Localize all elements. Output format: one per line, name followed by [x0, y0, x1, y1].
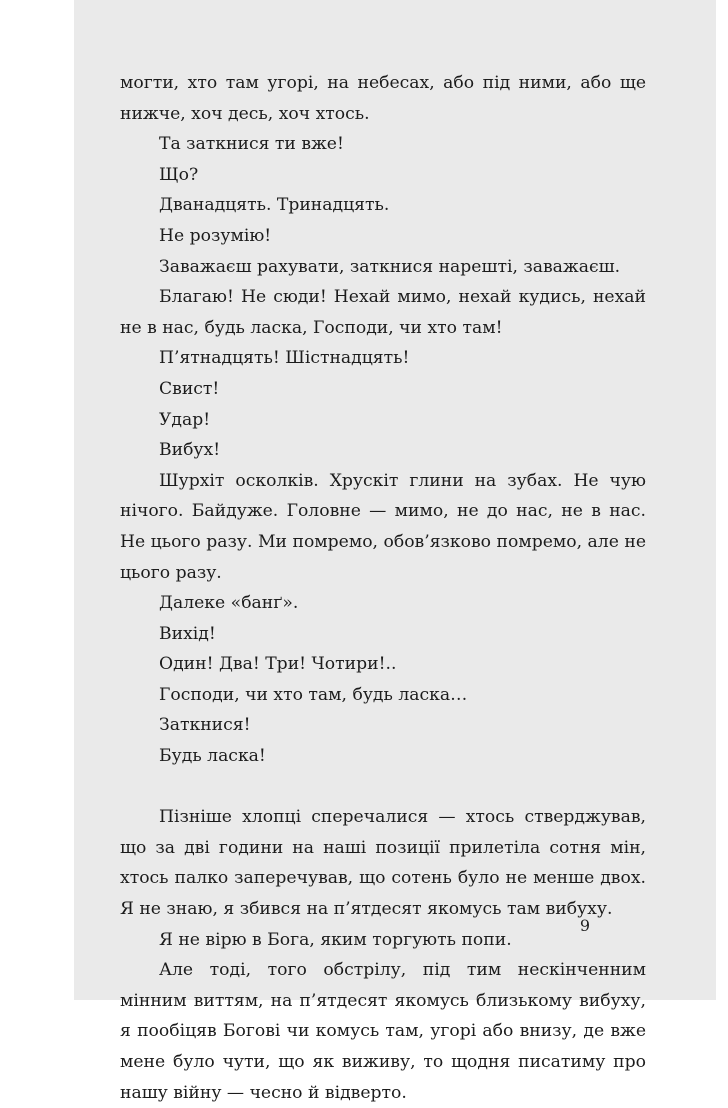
paragraph: Вибух!	[159, 440, 221, 461]
paragraph: Пізніше хлопці сперечалися — хтось стверджував, що за дві години на наші позиції прилетіла сотня мін, хтось палко заперечував, що сотень було не менше двох. Я не знаю, я збився на п’ятдесят якомусь там вибуху.	[120, 807, 646, 920]
paragraph: Та заткнися ти вже!	[159, 134, 344, 155]
paragraph: Далеке «банґ».	[159, 593, 299, 614]
section-break	[120, 772, 646, 803]
paragraph: Один! Два! Три! Чотири!..	[159, 654, 397, 675]
paragraph: Що?	[159, 164, 199, 185]
page-number: 9	[579, 916, 590, 935]
paragraph: Дванадцять. Тринадцять.	[159, 195, 390, 216]
paragraph: Я не вірю в Бога, яким торгують попи.	[159, 929, 512, 950]
paragraph: Благаю! Не сюди! Нехай мимо, нехай кудись, нехай не в нас, будь ласка, Господи, чи хто там!	[120, 287, 646, 338]
page-text	[120, 68, 646, 1108]
book-page	[74, 0, 716, 1103]
paragraph: Господи, чи хто там, будь ласка…	[159, 684, 468, 705]
paragraph: Шурхіт осколків. Хрускіт глини на зубах. Не чую нічого. Байдуже. Головне — мимо, не до нас, не в нас. Не цього разу. Ми помремо, обов’язково помремо, але не цього разу.	[120, 470, 646, 583]
paragraph: Але тоді, того обстрілу, під тим нескінченним мінним виттям, на п’ятдесят якомусь близькому вибуху, я пообіцяв Богові чи комусь там, угорі або внизу, де вже мене було чути, що як виживу, то щодня писатиму про нашу війну — чесно й відверто.	[120, 960, 646, 1103]
paragraph: Удар!	[159, 409, 211, 430]
paragraph: Вихід!	[159, 623, 216, 644]
paragraph: могти, хто там угорі, на небесах, або під ними, або ще нижче, хоч десь, хоч хтось.	[120, 73, 646, 124]
paragraph: Свист!	[159, 378, 220, 399]
paragraph: Будь ласка!	[159, 746, 266, 767]
paragraph: Заткнися!	[159, 715, 251, 736]
paragraph: П’ятнадцять! Шістнадцять!	[159, 348, 410, 369]
paragraph: Заважаєш рахувати, заткнися нарешті, заважаєш.	[159, 256, 621, 277]
paragraph: Не розумію!	[159, 225, 272, 246]
